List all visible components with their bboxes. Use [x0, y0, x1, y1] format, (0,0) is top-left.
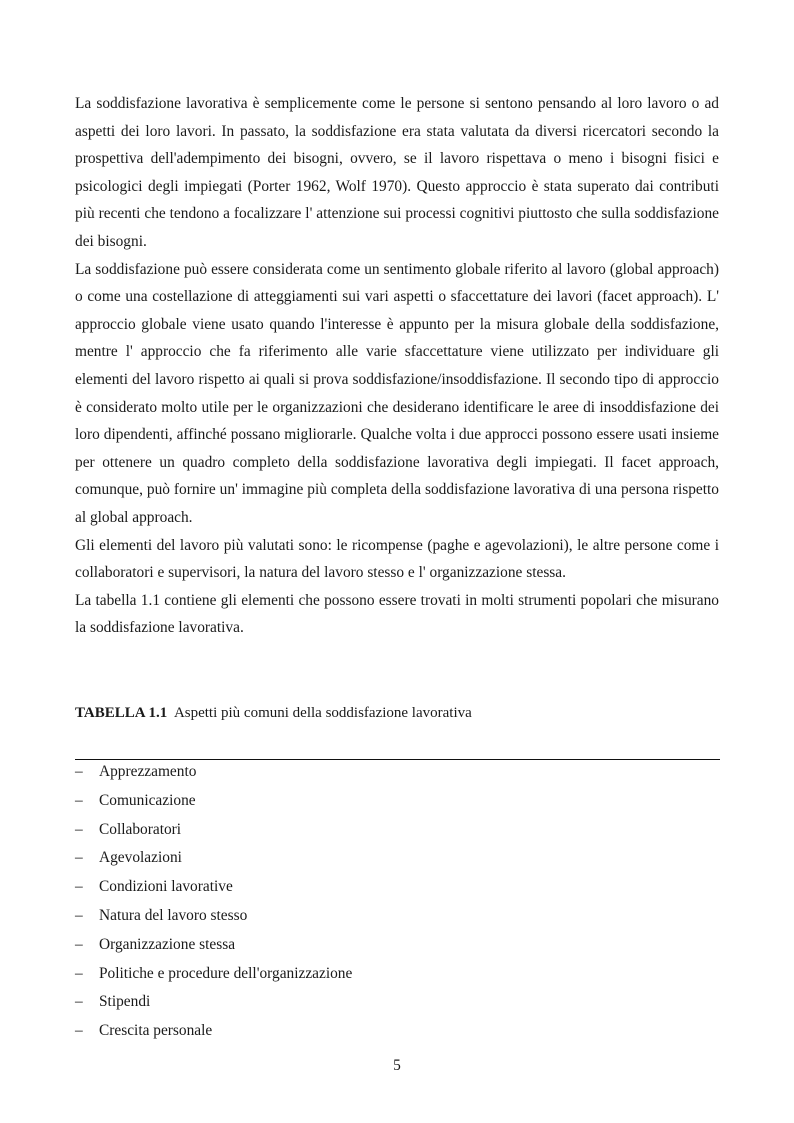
list-item-text: Crescita personale	[99, 1022, 213, 1040]
table-label: TABELLA 1.1	[75, 705, 168, 721]
list-item	[75, 790, 720, 819]
dash-bullet: –	[75, 1022, 83, 1040]
list-item	[75, 847, 720, 876]
dash-bullet: –	[75, 791, 83, 809]
dash-bullet: –	[75, 993, 83, 1011]
paragraph-job-satisfaction-definition: La soddisfazione lavorativa è semplicemente come le persone si sentono pensando al loro lavoro o ad aspetti dei loro lavori. In passato, la soddisfazione era stata valutata da diversi ricercatori secondo la prospettiva dell'adempimento dei bisogni, ovvero, se il lavoro rispettava o meno i bisogni fisici e psicologici degli impiegati (Porter 1962, Wolf 1970). Questo approccio è stata superato dai contributi più recenti che tendono a focalizzare l' attenzione sui processi cognitivi piuttosto che sulla soddisfazione dei bisogni.	[75, 95, 719, 250]
dash-bullet: –	[75, 763, 83, 780]
list-item-text: Organizzazione stessa	[99, 935, 236, 953]
list-item-text: Natura del lavoro stesso	[99, 906, 248, 924]
paragraph-global-facet-approach: La soddisfazione può essere considerata come un sentimento globale riferito al lavoro (global approach) o come una costellazione di atteggiamenti sui vari aspetti o sfaccettature dei lavori (facet approach). L' approccio globale viene usato quando l'interesse è appunto per la misura globale della soddisfazione, mentre l' approccio che fa riferimento alle varie sfaccettature viene utilizzato per individuare gli elementi del lavoro rispetto ai quali si prova soddisfazione/insoddisfazione. Il secondo tipo di approccio è considerato molto utile per le organizzazioni che desiderano identificare le aree di insoddisfazione dei loro dipendenti, affinché possano migliorarle. Qualche volta i due approcci possono essere usati insieme per ottenere un quadro completo della soddisfazione lavorativa degli impiegati. Il facet approach, comunque, può fornire un' immagine più completa della soddisfazione lavorativa di una persona rispetto al global approach.	[75, 260, 719, 526]
list-item	[75, 1020, 720, 1049]
list-item	[75, 934, 720, 963]
list-item	[75, 991, 720, 1020]
dash-bullet: –	[75, 935, 83, 953]
body-text	[75, 90, 719, 642]
list-item-text: Comunicazione	[99, 791, 196, 809]
table-title: Aspetti più comuni della soddisfazione lavorativa	[173, 705, 472, 721]
list-item	[75, 963, 720, 992]
page-number: 5	[393, 1057, 401, 1074]
paragraph-table-intro: La tabella 1.1 contiene gli elementi che possono essere trovati in molti strumenti popolari che misurano la soddisfazione lavorativa.	[75, 591, 719, 637]
list-item-text: Politiche e procedure dell'organizzazione	[99, 964, 353, 982]
dash-bullet: –	[75, 849, 83, 867]
dash-bullet: –	[75, 878, 83, 896]
list-item-text: Agevolazioni	[99, 849, 182, 867]
table-top-rule	[75, 759, 720, 760]
list-item	[75, 905, 720, 934]
dash-bullet: –	[75, 906, 83, 924]
list-item	[75, 819, 720, 848]
list-item-text: Stipendi	[99, 993, 151, 1011]
list-item-text: Apprezzamento	[99, 763, 197, 780]
aspects-list	[75, 761, 720, 1049]
dash-bullet: –	[75, 964, 83, 982]
paragraph-evaluated-elements: Gli elementi del lavoro più valutati sono: le ricompense (paghe e agevolazioni), le altre persone come i collaboratori e supervisori, la natura del lavoro stesso e l' organizzazione stessa.	[75, 536, 719, 582]
dash-bullet: –	[75, 820, 83, 838]
list-item-text: Condizioni lavorative	[99, 878, 233, 896]
list-item	[75, 876, 720, 905]
table-caption	[75, 702, 719, 724]
list-item	[75, 761, 720, 790]
list-item-text: Collaboratori	[99, 820, 182, 838]
